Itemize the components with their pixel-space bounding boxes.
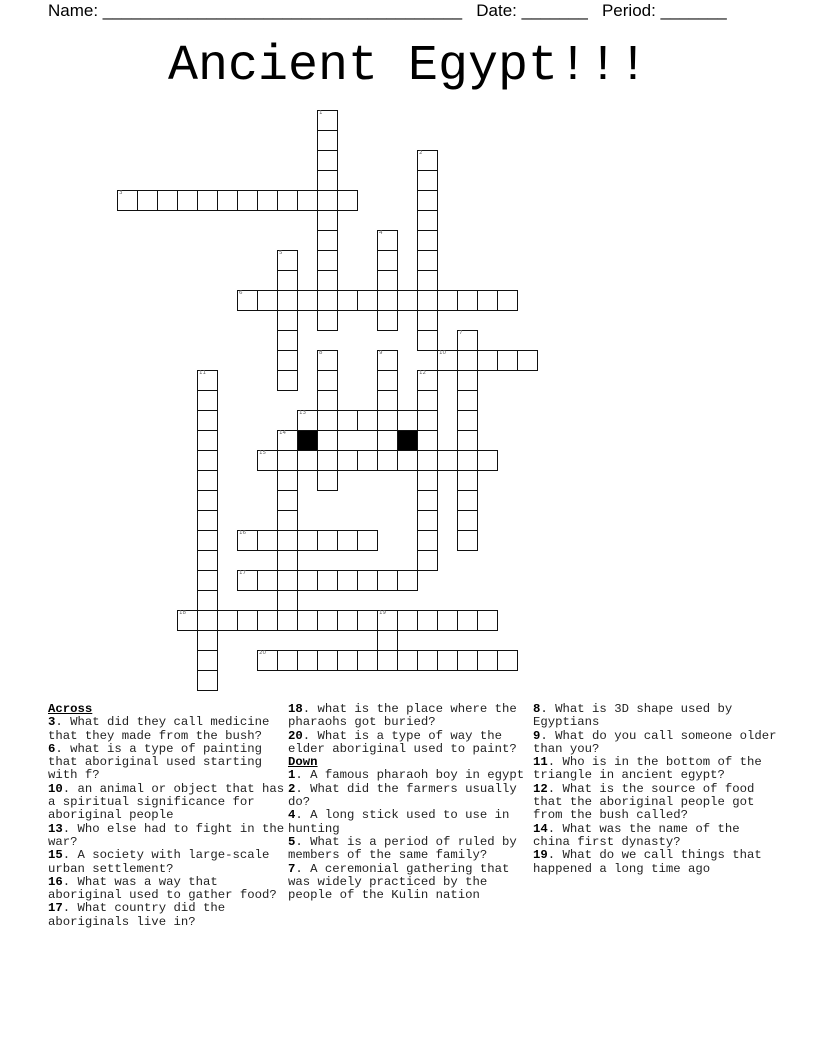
grid-cell[interactable] [357,570,378,591]
grid-cell[interactable] [437,350,458,371]
grid-cell[interactable] [277,650,298,671]
cell-number: 4 [379,230,383,236]
grid-cell[interactable] [317,310,338,331]
grid-cell[interactable] [417,310,438,331]
grid-cell[interactable] [437,610,458,631]
grid-cell[interactable] [297,410,318,431]
grid-cell[interactable] [377,350,398,371]
clue-number: 12 [533,781,548,796]
grid-cell[interactable] [257,610,278,631]
grid-cell[interactable] [477,450,498,471]
clue-down-1: 1. A famous pharaoh boy in egypt [288,768,525,783]
clue-down-7: 7. A ceremonial gathering that was widely practiced by the people of the Kulin nation [288,861,510,903]
grid-cell[interactable] [477,350,498,371]
clue-number: 10 [48,781,63,796]
clue-across-10: 10. an animal or object that has a spiritual significance for aboriginal people [48,781,285,823]
clue-number: 20 [288,728,303,743]
cell-number: 16 [239,530,246,536]
grid-cell[interactable] [317,530,338,551]
grid-cell[interactable] [417,150,438,171]
clue-text: A long stick used to use in hunting [288,808,510,836]
grid-cell[interactable] [197,670,218,691]
clues-column-3 [533,703,783,876]
grid-cell[interactable] [417,290,438,311]
grid-cell[interactable] [157,190,178,211]
grid-cell[interactable] [237,190,258,211]
grid-cell[interactable] [277,430,298,451]
clue-number: 2 [288,781,296,796]
grid-cell[interactable] [377,430,398,451]
clue-across-15: 15. A society with large-scale urban settlement? [48,848,270,876]
grid-cell[interactable] [197,450,218,471]
grid-cell[interactable] [397,610,418,631]
grid-cell[interactable] [377,410,398,431]
cell-number: 9 [379,350,383,356]
grid-cell[interactable] [277,290,298,311]
grid-cell[interactable] [317,230,338,251]
grid-cell[interactable] [297,570,318,591]
grid-cell[interactable] [417,270,438,291]
cell-number: 3 [119,190,123,196]
clue-text: What is a period of ruled by members of the same family? [288,834,517,863]
grid-cell[interactable] [197,370,218,391]
grid-cell[interactable] [317,250,338,271]
grid-cell[interactable] [397,570,418,591]
grid-cell[interactable] [337,190,358,211]
grid-cell[interactable] [277,370,298,391]
grid-cell[interactable] [417,250,438,271]
across-heading: Across [48,702,93,716]
clue-across-3: 3. What did they call medicine that they made from the bush? [48,715,270,743]
grid-cell[interactable] [277,530,298,551]
grid-cell[interactable] [417,510,438,531]
grid-cell[interactable] [337,610,358,631]
grid-cell[interactable] [377,450,398,471]
clue-number: 3 [48,715,56,730]
grid-cell[interactable] [417,330,438,351]
grid-cell[interactable] [457,410,478,431]
grid-cell[interactable] [317,190,338,211]
grid-cell[interactable] [457,490,478,511]
grid-cell[interactable] [417,650,438,671]
grid-cell[interactable] [237,530,258,551]
student-info-line [48,1,727,21]
period-blank[interactable]: _______ [660,1,727,20]
clue-number: 9 [533,728,541,743]
grid-cell[interactable] [277,350,298,371]
grid-cell[interactable] [397,650,418,671]
grid-cell[interactable] [277,490,298,511]
grid-cell[interactable] [417,450,438,471]
grid-cell[interactable] [417,470,438,491]
clue-down-8: 8. What is 3D shape used by Egyptians [533,702,733,730]
grid-cell[interactable] [357,290,378,311]
grid-cell[interactable] [417,430,438,451]
date-label: Date: [476,1,522,20]
clue-across-6: 6. what is a type of painting that aboriginal used starting with f? [48,741,263,783]
grid-cell[interactable] [277,610,298,631]
grid-cell[interactable] [337,290,358,311]
grid-cell[interactable] [317,110,338,131]
grid-cell[interactable] [137,190,158,211]
grid-cell[interactable] [457,370,478,391]
grid-cell[interactable] [417,390,438,411]
grid-cell[interactable] [457,610,478,631]
clue-down-14: 14. What was the name of the china first dynasty? [533,821,740,849]
clue-number: 11 [533,755,548,770]
grid-cell[interactable] [377,230,398,251]
grid-cell[interactable] [317,150,338,171]
grid-cell[interactable] [277,570,298,591]
grid-cell[interactable] [257,570,278,591]
grid-cell[interactable] [437,290,458,311]
grid-cell[interactable] [377,630,398,651]
grid-cell[interactable] [457,510,478,531]
grid-cell[interactable] [297,290,318,311]
grid-cell[interactable] [417,610,438,631]
clue-text: What did the farmers usually do? [288,781,517,810]
grid-cell[interactable] [317,570,338,591]
name-blank[interactable]: ______________________________________ [102,1,463,20]
clue-text: What was a way that aboriginal used to gather food? [48,874,277,903]
grid-cell[interactable] [357,650,378,671]
cell-number: 17 [239,570,246,576]
clue-text: what is a type of painting that aboriginal used starting with f? [48,741,263,783]
grid-cell[interactable] [217,190,238,211]
cell-number: 19 [379,610,386,616]
down-heading: Down [288,755,318,770]
grid-cell[interactable] [377,270,398,291]
grid-cell[interactable] [477,650,498,671]
clue-number: 8 [533,702,541,716]
grid-cell[interactable] [317,430,338,451]
grid-cell[interactable] [337,410,358,431]
cell-number: 11 [199,370,206,376]
cell-number: 2 [419,150,423,156]
cell-number: 5 [279,250,283,256]
clue-text: What do you call someone older than you? [533,728,777,756]
grid-cell[interactable] [377,650,398,671]
clue-number: 1 [288,768,296,783]
grid-cell[interactable] [277,330,298,351]
grid-cell[interactable] [377,290,398,311]
clue-text: Who else had to fight in the war? [48,821,285,849]
clue-number: 5 [288,834,296,849]
grid-cell[interactable] [497,350,518,371]
grid-cell[interactable] [457,450,478,471]
grid-cell[interactable] [197,530,218,551]
grid-cell[interactable] [357,530,378,551]
grid-cell[interactable] [377,310,398,331]
grid-cell[interactable] [317,410,338,431]
clue-text: What was the name of the china first dynasty? [533,821,740,849]
grid-cell[interactable] [277,310,298,331]
grid-cell[interactable] [197,550,218,571]
grid-cell[interactable] [197,570,218,591]
cell-number: 6 [239,290,243,296]
cell-number: 20 [259,650,266,656]
grid-cell[interactable] [417,370,438,391]
grid-cell[interactable] [317,470,338,491]
grid-cell[interactable] [197,470,218,491]
grid-cell[interactable] [417,230,438,251]
clue-number: 13 [48,821,63,836]
clue-number: 4 [288,808,296,823]
clue-across-13: 13. Who else had to fight in the war? [48,821,285,849]
grid-cell[interactable] [337,570,358,591]
clue-number: 18 [288,702,303,716]
clue-text: What do we call things that happened a long time ago [533,848,762,876]
grid-cell[interactable] [237,610,258,631]
grid-cell[interactable] [417,550,438,571]
grid-cell[interactable] [237,570,258,591]
grid-cell[interactable] [377,570,398,591]
grid-cell[interactable] [277,270,298,291]
grid-cell[interactable] [317,270,338,291]
clue-down-12: 12. What is the source of food that the aboriginal people got from the bush called? [533,781,755,823]
grid-cell[interactable] [297,650,318,671]
clue-text: What is 3D shape used by Egyptians [533,702,733,730]
grid-cell[interactable] [497,290,518,311]
clue-text: What country did the aboriginals live in? [48,901,226,929]
grid-cell[interactable] [317,450,338,471]
grid-cell[interactable] [397,410,418,431]
name-label: Name: [48,1,103,20]
grid-cell[interactable] [417,410,438,431]
grid-cell[interactable] [197,630,218,651]
clue-text: What is the source of food that the aboriginal people got from the bush called? [533,781,755,823]
cell-number: 14 [279,430,286,436]
grid-cell[interactable] [417,190,438,211]
cell-number: 18 [179,610,186,616]
clue-number: 15 [48,848,63,863]
grid-cell[interactable] [377,390,398,411]
grid-cell[interactable] [197,510,218,531]
cell-number: 8 [319,350,323,356]
grid-cell[interactable] [277,450,298,471]
clue-text: Who is in the bottom of the triangle in ancient egypt? [533,755,762,783]
grid-cell[interactable] [277,470,298,491]
grid-cell[interactable] [317,610,338,631]
grid-cell[interactable] [197,590,218,611]
grid-cell[interactable] [477,290,498,311]
clue-text: What did they call medicine that they made from the bush? [48,715,270,743]
clues-column-1 [48,703,298,929]
grid-cell[interactable] [257,650,278,671]
grid-cell[interactable] [457,650,478,671]
grid-cell[interactable] [417,490,438,511]
clue-number: 14 [533,821,548,836]
grid-cell[interactable] [457,330,478,351]
grid-cell[interactable] [377,610,398,631]
grid-cell[interactable] [177,190,198,211]
grid-cell[interactable] [357,450,378,471]
cell-number: 1 [319,110,323,116]
grid-cell[interactable] [437,650,458,671]
cell-number: 12 [419,370,426,376]
cell-number: 7 [459,330,463,336]
cell-number: 13 [299,410,306,416]
grid-cell[interactable] [277,510,298,531]
grid-cell[interactable] [377,250,398,271]
clue-across-20: 20. What is a type of way the elder aboriginal used to paint? [288,728,517,756]
grid-cell[interactable] [457,350,478,371]
grid-cell[interactable] [457,390,478,411]
clue-across-17: 17. What country did the aboriginals live in? [48,901,226,929]
cell-number: 10 [439,350,446,356]
black-square [297,430,318,451]
grid-cell[interactable] [297,450,318,471]
date-blank[interactable]: _______ [521,1,588,20]
grid-cell[interactable] [317,370,338,391]
grid-cell[interactable] [197,490,218,511]
grid-cell[interactable] [317,210,338,231]
grid-cell[interactable] [317,390,338,411]
clue-text: A society with large-scale urban settlement? [48,848,270,876]
clue-down-9: 9. What do you call someone older than you? [533,728,777,756]
grid-cell[interactable] [337,530,358,551]
grid-cell[interactable] [457,470,478,491]
grid-cell[interactable] [197,390,218,411]
grid-cell[interactable] [317,350,338,371]
cell-number: 15 [259,450,266,456]
grid-cell[interactable] [497,650,518,671]
grid-cell[interactable] [297,190,318,211]
grid-cell[interactable] [457,430,478,451]
grid-cell[interactable] [177,610,198,631]
clue-down-19: 19. What do we call things that happened a long time ago [533,848,762,876]
grid-cell[interactable] [397,450,418,471]
clue-across-16: 16. What was a way that aboriginal used to gather food? [48,874,277,903]
grid-cell[interactable] [277,250,298,271]
clue-number: 17 [48,901,63,916]
grid-cell[interactable] [217,610,238,631]
grid-cell[interactable] [257,290,278,311]
clue-text: A famous pharaoh boy in egypt [310,768,525,783]
clue-text: an animal or object that has a spiritual significance for aboriginal people [48,781,285,823]
grid-cell[interactable] [397,290,418,311]
grid-cell[interactable] [317,650,338,671]
black-square [397,430,418,451]
grid-cell[interactable] [337,450,358,471]
clue-number: 6 [48,741,56,756]
grid-cell[interactable] [317,130,338,151]
grid-cell[interactable] [197,650,218,671]
grid-cell[interactable] [417,170,438,191]
grid-cell[interactable] [197,410,218,431]
grid-cell[interactable] [277,550,298,571]
clue-down-11: 11. Who is in the bottom of the triangle in ancient egypt? [533,755,762,783]
clue-down-2: 2. What did the farmers usually do? [288,781,517,810]
grid-cell[interactable] [297,530,318,551]
clue-down-4: 4. A long stick used to use in hunting [288,808,510,836]
grid-cell[interactable] [317,170,338,191]
grid-cell[interactable] [437,450,458,471]
grid-cell[interactable] [317,290,338,311]
page-title: Ancient Egypt!!! [167,38,649,95]
grid-cell[interactable] [417,530,438,551]
grid-cell[interactable] [297,610,318,631]
grid-cell[interactable] [357,610,378,631]
grid-cell[interactable] [377,370,398,391]
clue-number: 7 [288,861,296,876]
grid-cell[interactable] [257,190,278,211]
clue-down-5: 5. What is a period of ruled by members of the same family? [288,834,517,863]
clue-text: what is the place where the pharaohs got buried? [288,702,517,730]
grid-cell[interactable] [457,530,478,551]
clue-text: A ceremonial gathering that was widely practiced by the people of the Kulin nation [288,861,510,903]
grid-cell[interactable] [257,450,278,471]
grid-cell[interactable] [197,430,218,451]
grid-cell[interactable] [257,530,278,551]
grid-cell[interactable] [237,290,258,311]
grid-cell[interactable] [197,190,218,211]
grid-cell[interactable] [417,210,438,231]
grid-cell[interactable] [457,290,478,311]
period-label: Period: [601,1,661,20]
grid-cell[interactable] [277,590,298,611]
clue-across-18: 18. what is the place where the pharaohs got buried? [288,702,517,730]
clue-text: What is a type of way the elder aboriginal used to paint? [288,728,517,756]
grid-cell[interactable] [477,610,498,631]
grid-cell[interactable] [197,610,218,631]
clue-number: 19 [533,848,548,863]
clue-number: 16 [48,874,63,889]
grid-cell[interactable] [277,190,298,211]
grid-cell[interactable] [357,410,378,431]
grid-cell[interactable] [117,190,138,211]
grid-cell[interactable] [337,650,358,671]
grid-cell[interactable] [517,350,538,371]
